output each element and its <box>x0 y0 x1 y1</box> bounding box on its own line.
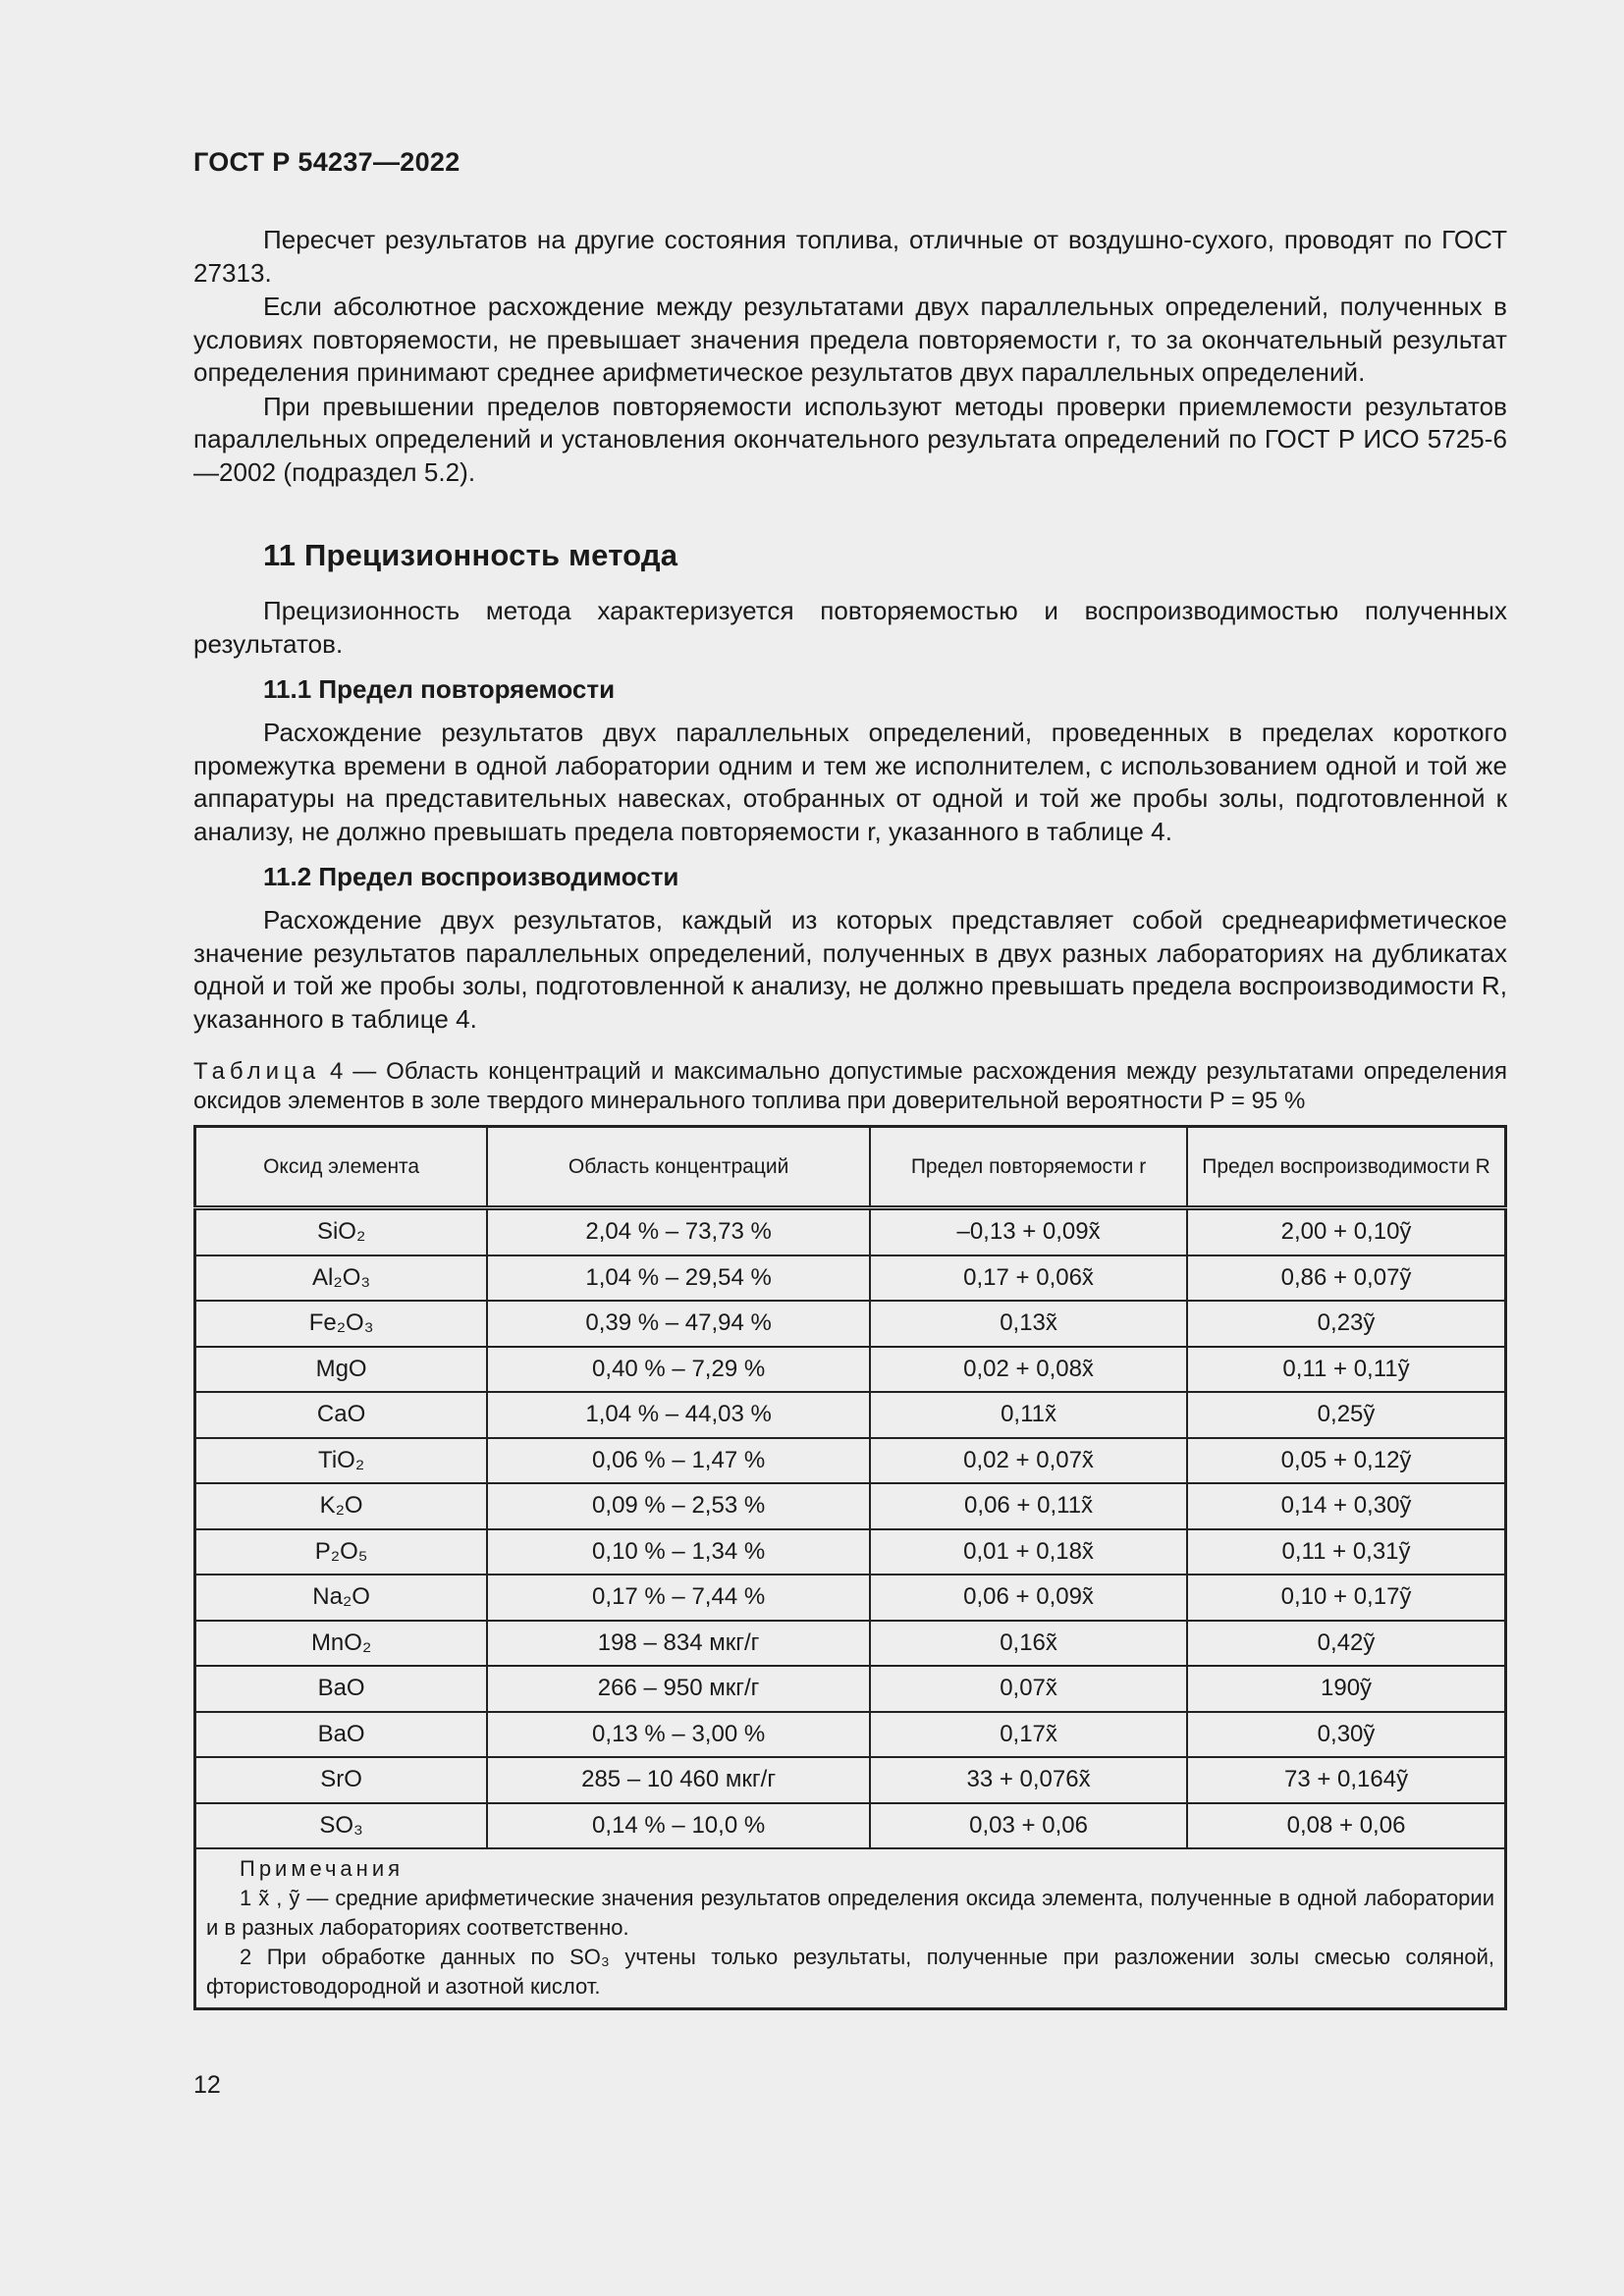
cell-oxide: BaO <box>195 1666 488 1712</box>
cell-reproducibility: 0,86 + 0,07ỹ <box>1187 1255 1505 1302</box>
table-row <box>195 1483 1506 1529</box>
header-reproducibility-limit: Предел воспроизводимости R <box>1187 1127 1505 1208</box>
subsection-11-1-text: Расхождение результатов двух параллельных определений, проведенных в пределах короткого промежутка времени в одной лаборатории одним и тем же исполнителем, с использованием одной и той же аппаратуры на представительных навесках, отобранных от одной и той же пробы золы, подготовленной к анализу, не должно превышать предела повторяемости r, указанного в таблице 4. <box>193 718 1507 846</box>
cell-repeatability: 0,06 + 0,11x̃ <box>870 1483 1187 1529</box>
cell-range: 0,06 % – 1,47 % <box>487 1438 870 1484</box>
cell-reproducibility: 0,11 + 0,31ỹ <box>1187 1529 1505 1575</box>
page-number: 12 <box>193 2071 221 2099</box>
table-row <box>195 1575 1506 1621</box>
cell-range: 2,04 % – 73,73 % <box>487 1208 870 1255</box>
cell-repeatability: 0,17 + 0,06x̃ <box>870 1255 1187 1302</box>
cell-repeatability: –0,13 + 0,09x̃ <box>870 1208 1187 1255</box>
table-row <box>195 1301 1506 1347</box>
table-row <box>195 1712 1506 1758</box>
table-row <box>195 1347 1506 1393</box>
cell-reproducibility: 73 + 0,164ỹ <box>1187 1757 1505 1803</box>
cell-range: 0,40 % – 7,29 % <box>487 1347 870 1393</box>
cell-reproducibility: 0,05 + 0,12ỹ <box>1187 1438 1505 1484</box>
cell-oxide: BaO <box>195 1712 488 1758</box>
cell-repeatability: 33 + 0,076x̃ <box>870 1757 1187 1803</box>
cell-reproducibility: 0,14 + 0,30ỹ <box>1187 1483 1505 1529</box>
section-11-title: 11 Прецизионность метода <box>263 538 678 572</box>
subsection-11-2-title: 11.2 Предел воспроизводимости <box>263 862 679 891</box>
cell-oxide: TiO₂ <box>195 1438 488 1484</box>
cell-reproducibility: 0,23ỹ <box>1187 1301 1505 1347</box>
cell-oxide: MnO₂ <box>195 1621 488 1667</box>
table-caption <box>193 1057 1507 1116</box>
table-row <box>195 1255 1506 1302</box>
cell-repeatability: 0,13x̃ <box>870 1301 1187 1347</box>
cell-repeatability: 0,06 + 0,09x̃ <box>870 1575 1187 1621</box>
note-2: 2 При обработке данных по SO₃ учтены только результаты, полученные при разложении золы смесью соляной, фтористоводородной и азотной кислот. <box>206 1945 1494 1999</box>
cell-range: 0,14 % – 10,0 % <box>487 1803 870 1849</box>
cell-oxide: SO₃ <box>195 1803 488 1849</box>
subsection-11-1-title: 11.1 Предел повторяемости <box>263 674 616 704</box>
subsection-11-2-text: Расхождение двух результатов, каждый из которых представляет собой среднеарифметическое значение результатов параллельных определений, полученных в двух разных лабораториях на дубликатах одной и той же пробы золы, подготовленной к анализу, не должно превышать предела воспроизводимости R, указанного в таблице 4. <box>193 905 1507 1034</box>
cell-oxide: Al₂O₃ <box>195 1255 488 1302</box>
cell-repeatability: 0,07x̃ <box>870 1666 1187 1712</box>
cell-reproducibility: 0,10 + 0,17ỹ <box>1187 1575 1505 1621</box>
cell-range: 0,17 % – 7,44 % <box>487 1575 870 1621</box>
cell-repeatability: 0,16x̃ <box>870 1621 1187 1667</box>
cell-oxide: P₂O₅ <box>195 1529 488 1575</box>
cell-repeatability: 0,02 + 0,08x̃ <box>870 1347 1187 1393</box>
table-header-row <box>195 1127 1506 1208</box>
table-row <box>195 1208 1506 1255</box>
cell-range: 1,04 % – 44,03 % <box>487 1392 870 1438</box>
intro-paragraph-2: Если абсолютное расхождение между результатами двух параллельных определений, полученных в условиях повторяемости, не превышает значения предела повторяемости r, то за окончательный результат определения принимают среднее арифметическое результатов двух параллельных определений. <box>193 292 1507 387</box>
table-notes-row <box>195 1848 1506 2009</box>
cell-oxide: Fe₂O₃ <box>195 1301 488 1347</box>
table-caption-label: Таблица <box>193 1058 321 1085</box>
table-row <box>195 1392 1506 1438</box>
cell-range: 0,39 % – 47,94 % <box>487 1301 870 1347</box>
cell-oxide: SiO₂ <box>195 1208 488 1255</box>
table-row <box>195 1621 1506 1667</box>
cell-range: 1,04 % – 29,54 % <box>487 1255 870 1302</box>
cell-range: 285 – 10 460 мкг/г <box>487 1757 870 1803</box>
table-notes <box>195 1848 1506 2009</box>
cell-reproducibility: 190ỹ <box>1187 1666 1505 1712</box>
cell-oxide: Na₂O <box>195 1575 488 1621</box>
precision-table <box>193 1125 1507 2010</box>
document-code-header: ГОСТ Р 54237—2022 <box>193 147 460 177</box>
header-oxide: Оксид элемента <box>195 1127 488 1208</box>
cell-repeatability: 0,01 + 0,18x̃ <box>870 1529 1187 1575</box>
cell-repeatability: 0,02 + 0,07x̃ <box>870 1438 1187 1484</box>
cell-repeatability: 0,11x̃ <box>870 1392 1187 1438</box>
cell-reproducibility: 0,08 + 0,06 <box>1187 1803 1505 1849</box>
page-content <box>193 224 1507 2010</box>
table-row <box>195 1438 1506 1484</box>
cell-range: 0,13 % – 3,00 % <box>487 1712 870 1758</box>
table-caption-text: 4 — Область концентраций и максимально допустимые расхождения между результатами определения оксидов элементов в золе твердого минерального топлива при доверительной вероятности P = 95 % <box>193 1058 1507 1114</box>
cell-reproducibility: 0,25ỹ <box>1187 1392 1505 1438</box>
cell-range: 198 – 834 мкг/г <box>487 1621 870 1667</box>
cell-reproducibility: 0,30ỹ <box>1187 1712 1505 1758</box>
note-1: 1 x̃ , ỹ — средние арифметические значения результатов определения оксида элемента, полученные в одной лаборатории и в разных лабораториях соответственно. <box>206 1886 1494 1940</box>
section-11-text: Прецизионность метода характеризуется повторяемостью и воспроизводимостью полученных результатов. <box>193 596 1507 659</box>
intro-paragraph-1: Пересчет результатов на другие состояния топлива, отличные от воздушно-сухого, проводят по ГОСТ 27313. <box>193 225 1507 288</box>
intro-paragraph-3: При превышении пределов повторяемости используют методы проверки приемлемости результатов параллельных определений и установления окончательного результата определений по ГОСТ Р ИСО 5725-6—2002 (подраздел 5.2). <box>193 391 1507 487</box>
table-row <box>195 1757 1506 1803</box>
cell-oxide: K₂O <box>195 1483 488 1529</box>
cell-repeatability: 0,17x̃ <box>870 1712 1187 1758</box>
table-row <box>195 1666 1506 1712</box>
cell-reproducibility: 0,42ỹ <box>1187 1621 1505 1667</box>
cell-range: 0,10 % – 1,34 % <box>487 1529 870 1575</box>
cell-reproducibility: 0,11 + 0,11ỹ <box>1187 1347 1505 1393</box>
cell-range: 266 – 950 мкг/г <box>487 1666 870 1712</box>
table-row <box>195 1803 1506 1849</box>
header-repeatability-limit: Предел повторяемости r <box>870 1127 1187 1208</box>
cell-range: 0,09 % – 2,53 % <box>487 1483 870 1529</box>
cell-oxide: SrO <box>195 1757 488 1803</box>
table-row <box>195 1529 1506 1575</box>
cell-oxide: MgO <box>195 1347 488 1393</box>
header-concentration-range: Область концентраций <box>487 1127 870 1208</box>
notes-title: Примечания <box>240 1856 405 1881</box>
cell-reproducibility: 2,00 + 0,10ỹ <box>1187 1208 1505 1255</box>
cell-repeatability: 0,03 + 0,06 <box>870 1803 1187 1849</box>
cell-oxide: CaO <box>195 1392 488 1438</box>
